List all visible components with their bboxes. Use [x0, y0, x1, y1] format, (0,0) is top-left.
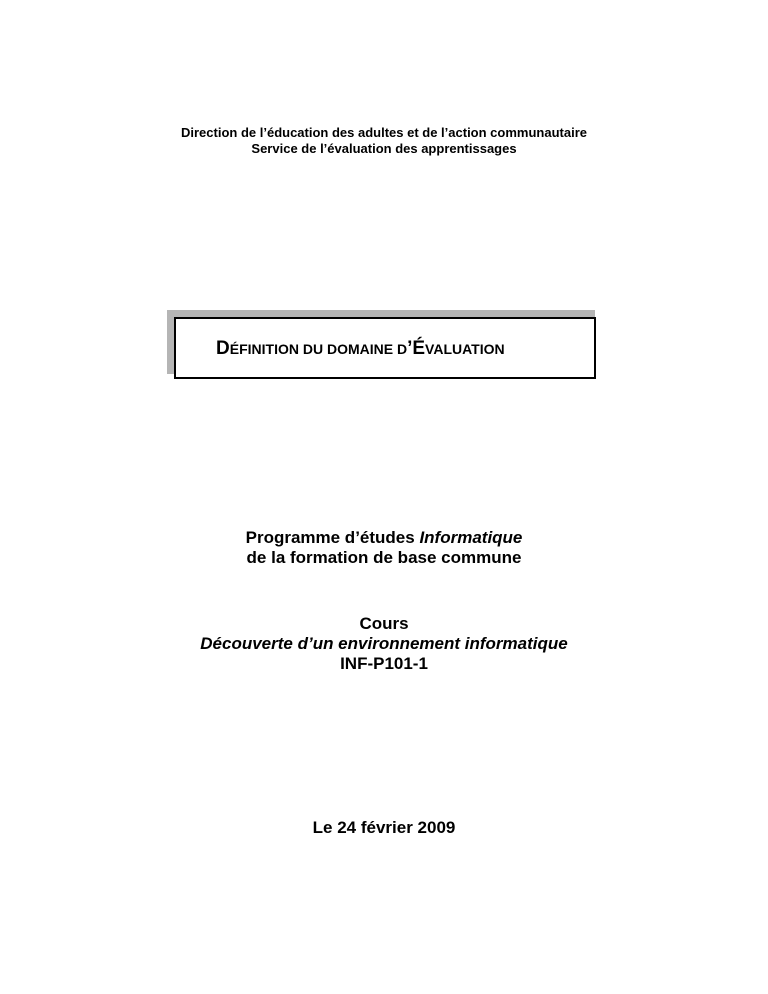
title-part1-small: ÉFINITION DU DOMAINE D: [229, 341, 408, 357]
program-prefix: Programme d’études: [245, 528, 420, 547]
course-block: [0, 614, 768, 674]
header-service: Service de l’évaluation des apprentissages: [251, 141, 517, 156]
title-box: [174, 317, 596, 379]
program-name: Informatique: [419, 528, 523, 547]
title-part1-big: D: [216, 338, 230, 359]
header-direction: Direction de l’éducation des adultes et de l’action communautaire: [181, 125, 587, 140]
document-title: [216, 338, 505, 360]
course-name: Découverte d’un environnement informatique: [200, 634, 568, 653]
title-part2-small: VALUATION: [425, 341, 505, 357]
program-line-2: de la formation de base commune: [246, 548, 522, 567]
program-line-1: [0, 528, 768, 548]
header: [0, 125, 768, 157]
document-date: Le 24 février 2009: [312, 818, 456, 837]
course-label: Cours: [359, 614, 409, 633]
program-block: [0, 528, 768, 568]
course-code: INF-P101-1: [340, 654, 428, 673]
title-part2-big: ’É: [407, 338, 426, 359]
